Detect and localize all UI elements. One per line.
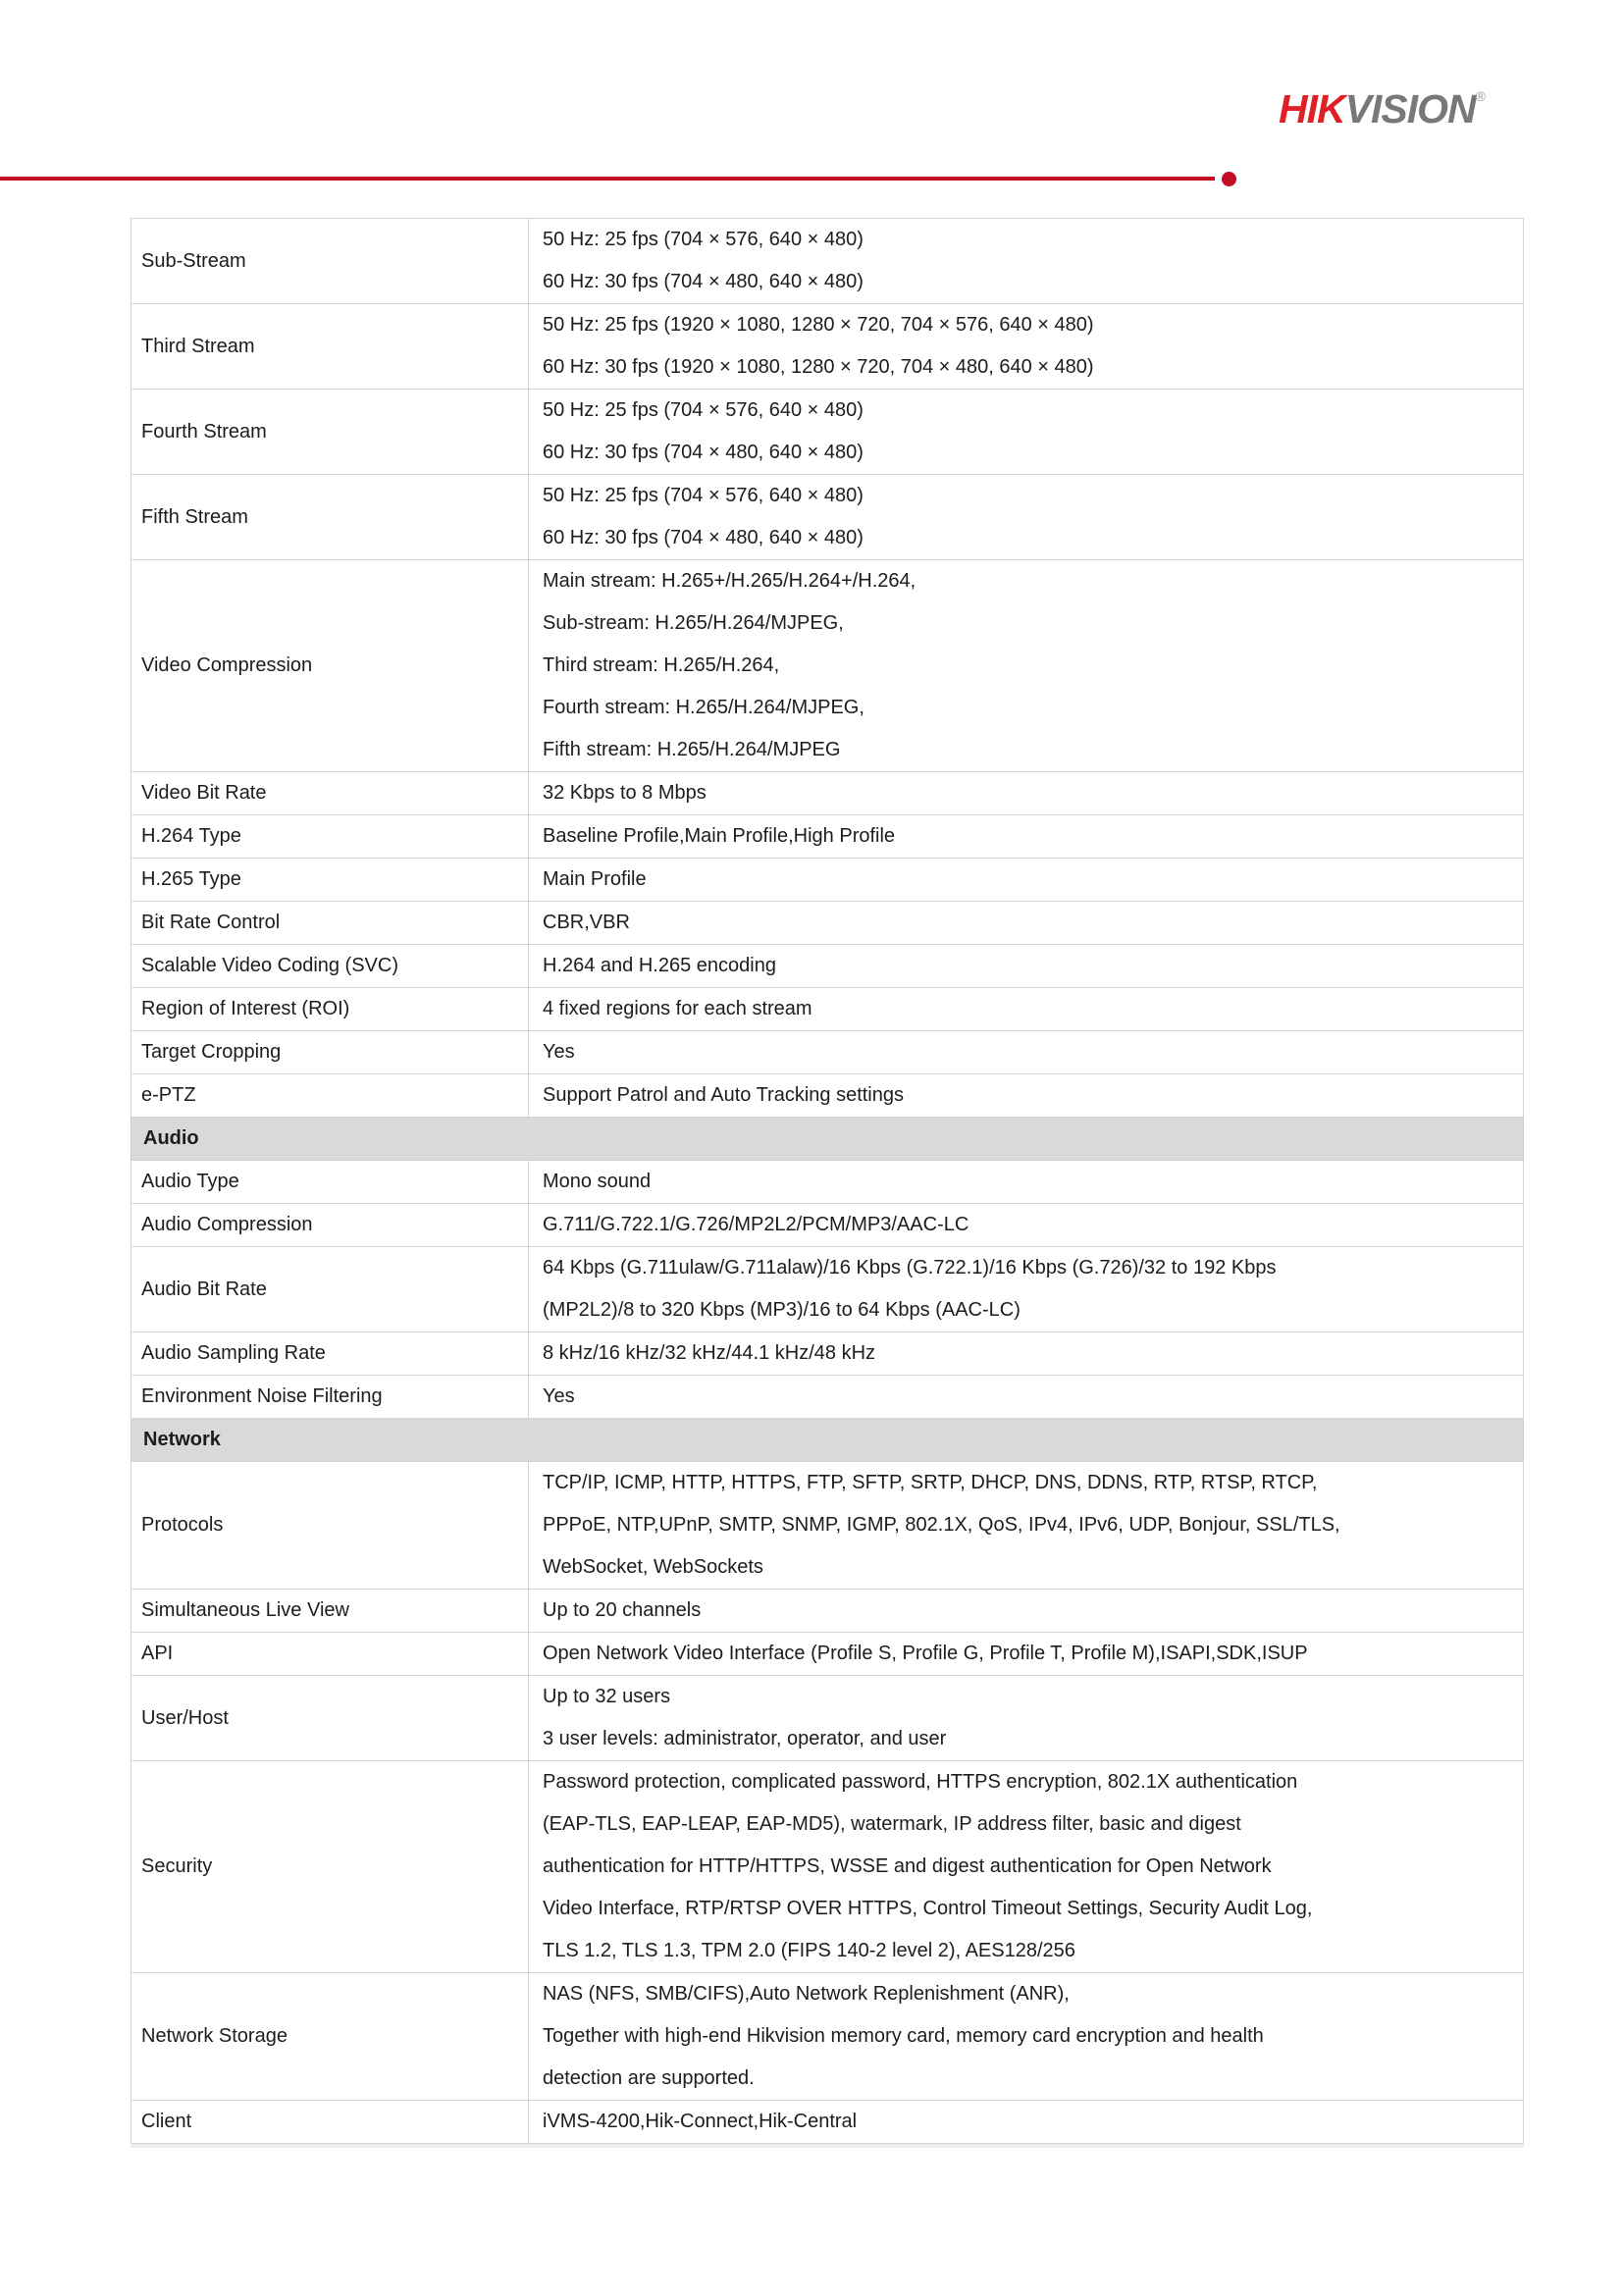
spec-value-line: 50 Hz: 25 fps (704 × 576, 640 × 480) [543, 485, 864, 506]
spec-value-line: TCP/IP, ICMP, HTTP, HTTPS, FTP, SFTP, SRTP, DHCP, DNS, DDNS, RTP, RTSP, RTCP, [543, 1472, 1318, 1493]
spec-value-line: CBR,VBR [543, 912, 630, 933]
spec-value-line: Yes [543, 1385, 575, 1407]
spec-value-line: Password protection, complicated password, HTTPS encryption, 802.1X authentication [543, 1771, 1298, 1793]
spec-value-line: Main stream: H.265+/H.265/H.264+/H.264, [543, 570, 916, 592]
spec-value-line: Support Patrol and Auto Tracking settings [543, 1084, 904, 1106]
spec-value-cell [529, 390, 1524, 475]
registered-trademark-symbol: ® [1475, 88, 1485, 104]
table-row [131, 859, 1524, 902]
spec-value-cell [529, 1590, 1524, 1633]
spec-value-line: 50 Hz: 25 fps (704 × 576, 640 × 480) [543, 399, 864, 421]
spec-value-cell [529, 815, 1524, 859]
table-row [131, 1247, 1524, 1332]
spec-value-line: Third stream: H.265/H.264, [543, 654, 780, 676]
section-header-row [131, 1419, 1524, 1462]
table-row [131, 945, 1524, 988]
spec-value-line: 60 Hz: 30 fps (704 × 480, 640 × 480) [543, 527, 864, 548]
section-header-cell: Audio [131, 1118, 1524, 1161]
spec-label-cell: Sub-Stream [131, 219, 529, 304]
spec-value-cell [529, 1973, 1524, 2101]
table-row [131, 2101, 1524, 2144]
header-rule-end-dot [1222, 172, 1236, 186]
spec-label-cell: Audio Compression [131, 1204, 529, 1247]
spec-value-cell [529, 1676, 1524, 1761]
spec-label-cell: Environment Noise Filtering [131, 1376, 529, 1419]
spec-label-cell: Video Bit Rate [131, 772, 529, 815]
spec-value-line: Together with high-end Hikvision memory card, memory card encryption and health [543, 2025, 1264, 2047]
table-row [131, 1761, 1524, 1973]
spec-value-cell [529, 902, 1524, 945]
spec-label-cell: Fifth Stream [131, 475, 529, 560]
spec-label-cell: e-PTZ [131, 1074, 529, 1118]
spec-value-line: 60 Hz: 30 fps (1920 × 1080, 1280 × 720, 704 × 480, 640 × 480) [543, 356, 1094, 378]
spec-label-cell: Scalable Video Coding (SVC) [131, 945, 529, 988]
spec-label-cell: API [131, 1633, 529, 1676]
table-row [131, 1161, 1524, 1204]
spec-value-cell [529, 1332, 1524, 1376]
table-row [131, 390, 1524, 475]
spec-value-cell [529, 945, 1524, 988]
table-row [131, 772, 1524, 815]
spec-label-cell: Video Compression [131, 560, 529, 772]
spec-value-line: authentication for HTTP/HTTPS, WSSE and digest authentication for Open Network [543, 1855, 1272, 1877]
table-row [131, 1031, 1524, 1074]
spec-table-body [131, 219, 1524, 2144]
spec-value-cell [529, 1161, 1524, 1204]
spec-label-cell: H.265 Type [131, 859, 529, 902]
table-row [131, 1676, 1524, 1761]
spec-value-line: TLS 1.2, TLS 1.3, TPM 2.0 (FIPS 140-2 level 2), AES128/256 [543, 1940, 1075, 1961]
spec-value-line: Up to 32 users [543, 1686, 671, 1707]
spec-value-cell [529, 1247, 1524, 1332]
spec-value-cell [529, 560, 1524, 772]
section-header-row [131, 1118, 1524, 1161]
spec-value-line: 60 Hz: 30 fps (704 × 480, 640 × 480) [543, 271, 864, 292]
spec-value-line: 64 Kbps (G.711ulaw/G.711alaw)/16 Kbps (G.722.1)/16 Kbps (G.726)/32 to 192 Kbps [543, 1257, 1277, 1278]
spec-value-line: Fourth stream: H.265/H.264/MJPEG, [543, 697, 864, 718]
spec-label-cell: Third Stream [131, 304, 529, 390]
spec-value-line: 3 user levels: administrator, operator, and user [543, 1728, 947, 1749]
spec-value-cell [529, 1462, 1524, 1590]
spec-value-line: 32 Kbps to 8 Mbps [543, 782, 707, 804]
spec-label-cell: H.264 Type [131, 815, 529, 859]
table-row [131, 1590, 1524, 1633]
table-row [131, 1332, 1524, 1376]
table-row [131, 1633, 1524, 1676]
spec-value-line: 50 Hz: 25 fps (704 × 576, 640 × 480) [543, 229, 864, 250]
spec-value-cell [529, 2101, 1524, 2144]
spec-label-cell: Client [131, 2101, 529, 2144]
spec-label-cell: Audio Sampling Rate [131, 1332, 529, 1376]
spec-value-cell [529, 859, 1524, 902]
table-row [131, 1376, 1524, 1419]
spec-value-line: NAS (NFS, SMB/CIFS),Auto Network Replenishment (ANR), [543, 1983, 1070, 2005]
spec-value-line: 4 fixed regions for each stream [543, 998, 812, 1019]
spec-value-line: H.264 and H.265 encoding [543, 955, 776, 976]
spec-value-line: detection are supported. [543, 2067, 755, 2089]
spec-value-cell [529, 219, 1524, 304]
spec-value-line: G.711/G.722.1/G.726/MP2L2/PCM/MP3/AAC-LC [543, 1214, 969, 1235]
spec-value-cell [529, 1031, 1524, 1074]
table-row [131, 1204, 1524, 1247]
table-row [131, 902, 1524, 945]
spec-value-line: 60 Hz: 30 fps (704 × 480, 640 × 480) [543, 442, 864, 463]
table-row [131, 560, 1524, 772]
spec-label-cell: Fourth Stream [131, 390, 529, 475]
table-row [131, 815, 1524, 859]
spec-value-line: 8 kHz/16 kHz/32 kHz/44.1 kHz/48 kHz [543, 1342, 876, 1364]
spec-value-line: Sub-stream: H.265/H.264/MJPEG, [543, 612, 844, 634]
spec-value-cell [529, 304, 1524, 390]
header-divider-rule [0, 177, 1215, 181]
table-row [131, 219, 1524, 304]
spec-value-line: Baseline Profile,Main Profile,High Profile [543, 825, 896, 847]
spec-value-cell [529, 772, 1524, 815]
hikvision-logo [1279, 75, 1553, 131]
spec-value-line: Mono sound [543, 1171, 652, 1192]
spec-value-cell [529, 1761, 1524, 1973]
spec-label-cell: Audio Type [131, 1161, 529, 1204]
spec-value-line: PPPoE, NTP,UPnP, SMTP, SNMP, IGMP, 802.1X, QoS, IPv4, IPv6, UDP, Bonjour, SSL/TLS, [543, 1514, 1340, 1536]
spec-label-cell: Audio Bit Rate [131, 1247, 529, 1332]
spec-value-cell [529, 475, 1524, 560]
spec-value-line: Main Profile [543, 868, 647, 890]
spec-value-cell [529, 1376, 1524, 1419]
spec-value-line: (EAP-TLS, EAP-LEAP, EAP-MD5), watermark, IP address filter, basic and digest [543, 1813, 1241, 1835]
table-row [131, 475, 1524, 560]
spec-value-line: Fifth stream: H.265/H.264/MJPEG [543, 739, 841, 760]
spec-value-cell [529, 1074, 1524, 1118]
logo-text-hik: HIK [1279, 86, 1345, 131]
spec-value-line: iVMS-4200,Hik-Connect,Hik-Central [543, 2111, 858, 2132]
spec-label-cell: Target Cropping [131, 1031, 529, 1074]
table-row [131, 1973, 1524, 2101]
table-row [131, 1462, 1524, 1590]
spec-value-line: Yes [543, 1041, 575, 1063]
spec-value-cell [529, 1204, 1524, 1247]
table-row [131, 1074, 1524, 1118]
spec-value-cell [529, 1633, 1524, 1676]
spec-value-cell [529, 988, 1524, 1031]
spec-label-cell: Protocols [131, 1462, 529, 1590]
logo-text-vision: VISION [1344, 86, 1476, 131]
table-row [131, 304, 1524, 390]
spec-label-cell: Security [131, 1761, 529, 1973]
specification-table [131, 218, 1524, 2144]
spec-value-line: WebSocket, WebSockets [543, 1556, 763, 1578]
spec-value-line: Video Interface, RTP/RTSP OVER HTTPS, Control Timeout Settings, Security Audit Log, [543, 1898, 1313, 1919]
spec-value-line: 50 Hz: 25 fps (1920 × 1080, 1280 × 720, 704 × 576, 640 × 480) [543, 314, 1094, 336]
spec-label-cell: Network Storage [131, 1973, 529, 2101]
spec-label-cell: Bit Rate Control [131, 902, 529, 945]
spec-value-line: Up to 20 channels [543, 1599, 702, 1621]
spec-label-cell: Simultaneous Live View [131, 1590, 529, 1633]
spec-label-cell: Region of Interest (ROI) [131, 988, 529, 1031]
section-header-cell: Network [131, 1419, 1524, 1462]
spec-value-line: Open Network Video Interface (Profile S, Profile G, Profile T, Profile M),ISAPI,SDK,ISUP [543, 1643, 1308, 1664]
spec-value-line: (MP2L2)/8 to 320 Kbps (MP3)/16 to 64 Kbps (AAC-LC) [543, 1299, 1021, 1321]
spec-label-cell: User/Host [131, 1676, 529, 1761]
table-row [131, 988, 1524, 1031]
